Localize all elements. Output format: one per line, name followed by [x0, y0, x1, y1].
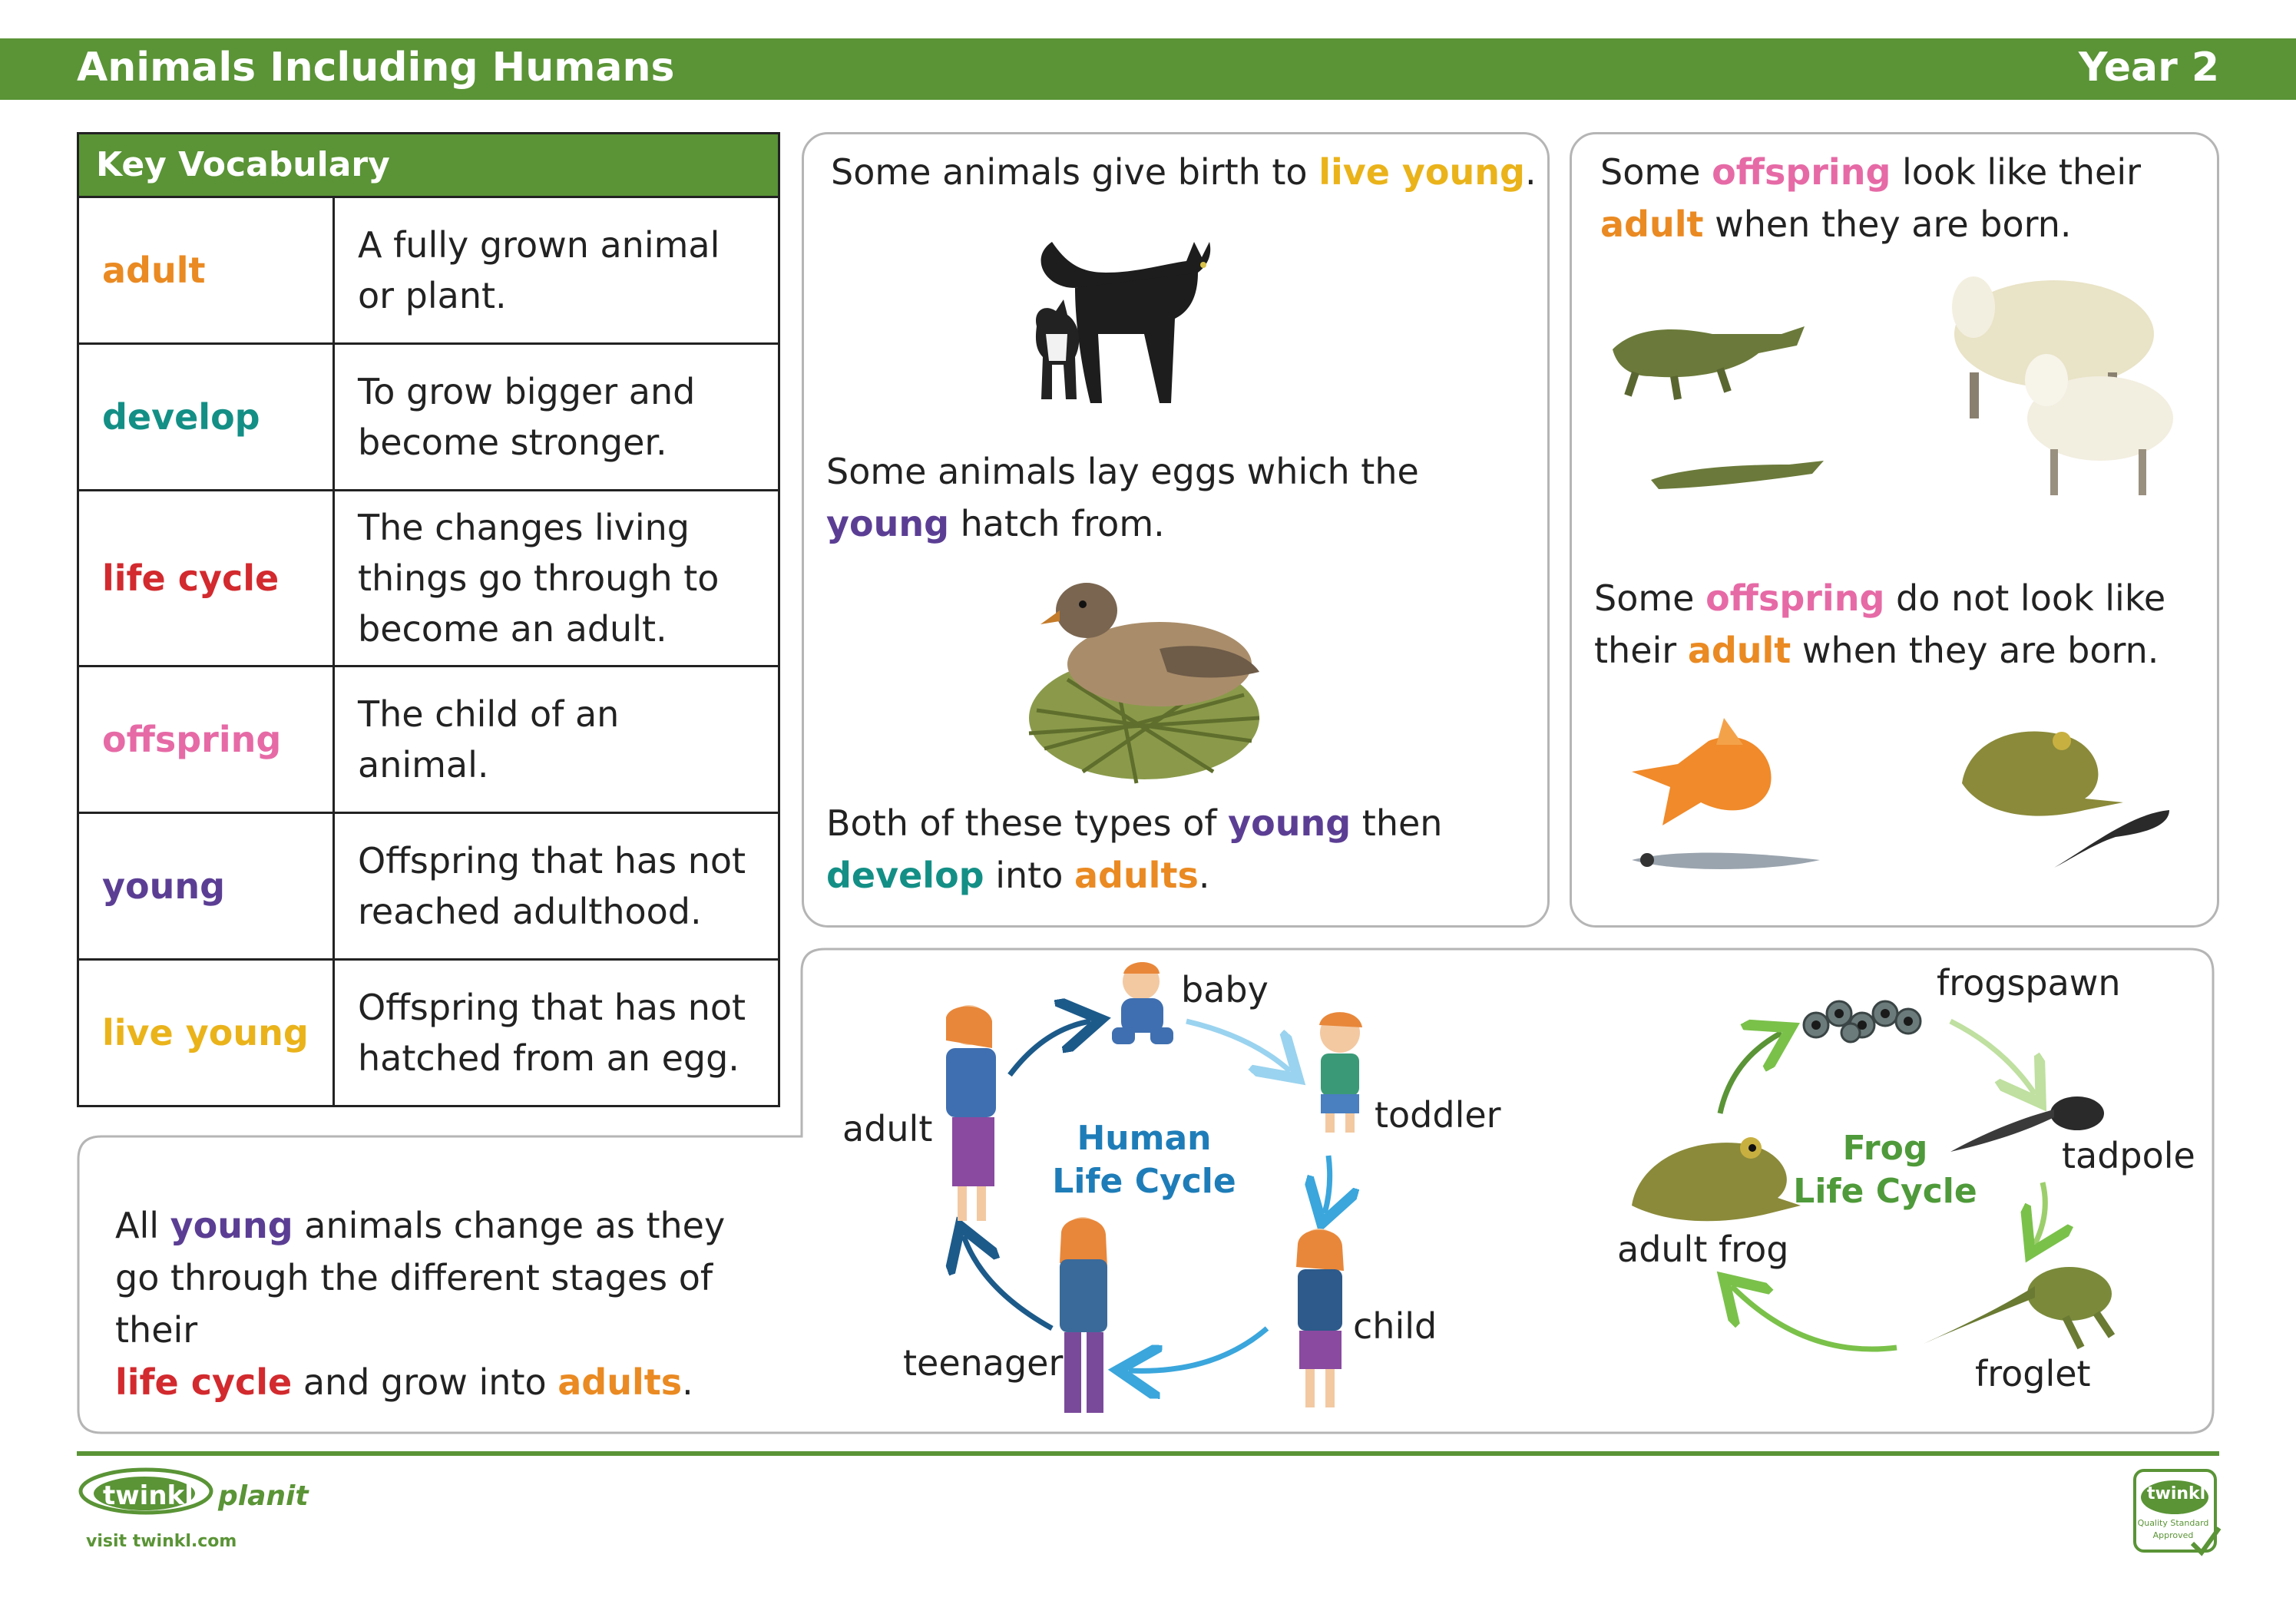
footer-url[interactable]: visit twinkl.com	[86, 1532, 237, 1551]
page-title: Animals Including Humans	[77, 45, 675, 91]
planit-logo-text: planit	[218, 1480, 309, 1512]
live-young-text: Some animals give birth to live young.	[831, 151, 1537, 193]
adult-woman-icon	[931, 1002, 1015, 1232]
stage-froglet-label: froglet	[1975, 1353, 2091, 1394]
stage-toddler-label: toddler	[1375, 1094, 1501, 1136]
adult-frog-icon	[1624, 1121, 1801, 1229]
badge-brand: twinkl	[2147, 1484, 2206, 1503]
child-icon	[1281, 1225, 1358, 1417]
vocab-term: live young	[79, 961, 335, 1105]
offspring-notlook-text: Some offspring do not look like their adult when they are born.	[1594, 577, 2166, 671]
vocab-definition: The changes living things go through to become an adult.	[358, 507, 720, 650]
footer-rule	[77, 1451, 2219, 1456]
stage-baby-label: baby	[1181, 969, 1269, 1010]
year-label: Year 2	[2078, 45, 2219, 91]
teenager-icon	[1044, 1213, 1121, 1424]
stage-frogspawn-label: frogspawn	[1937, 962, 2121, 1004]
stage-child-label: child	[1353, 1305, 1437, 1347]
stage-teenager-label: teenager	[903, 1342, 1064, 1384]
vocabulary-heading: Key Vocabulary	[79, 134, 778, 198]
vocab-term: life cycle	[79, 491, 335, 665]
vocab-definition: Offspring that has not hatched from an egg.	[358, 987, 746, 1079]
froglet-icon	[1920, 1252, 2119, 1351]
summary-text: All young animals change as they go through the different stages of their life cycle and grow into adults.	[115, 1205, 726, 1403]
stage-tadpole-label: tadpole	[2062, 1135, 2195, 1176]
frog-cycle-title: Frog Life Cycle	[1793, 1129, 1977, 1211]
badge-line-2: Approved	[2152, 1530, 2194, 1540]
vocab-definition: To grow bigger and become stronger.	[358, 371, 696, 463]
vocab-term: young	[79, 814, 335, 958]
vocab-term: adult	[79, 198, 335, 342]
vocab-term: develop	[79, 345, 335, 489]
tadpole-icon	[1947, 1090, 2108, 1159]
quality-standard-badge-icon	[2131, 1467, 2223, 1559]
frogspawn-icon	[1801, 991, 1931, 1044]
offspring-look-text: Some offspring look like their adult when they are born.	[1600, 151, 2142, 245]
vocab-definition: A fully grown animal or plant.	[358, 224, 720, 316]
baby-icon	[1104, 958, 1181, 1050]
both-types-text: Both of these types of young then develop into adults.	[826, 802, 1443, 896]
lay-eggs-text: Some animals lay eggs which the young hatch from.	[826, 451, 1419, 544]
twinkl-logo-text: twinkl	[103, 1480, 194, 1511]
human-cycle-title: Human Life Cycle	[1052, 1119, 1236, 1201]
vocab-definition: The child of an animal.	[358, 693, 620, 786]
stage-adult-frog-label: adult frog	[1617, 1229, 1789, 1270]
vocab-definition: Offspring that has not reached adulthood.	[358, 840, 746, 932]
toddler-icon	[1298, 1006, 1382, 1136]
vocab-term: offspring	[79, 667, 335, 812]
badge-line-1: Quality Standard	[2137, 1518, 2209, 1528]
stage-adult-label: adult	[842, 1108, 933, 1149]
